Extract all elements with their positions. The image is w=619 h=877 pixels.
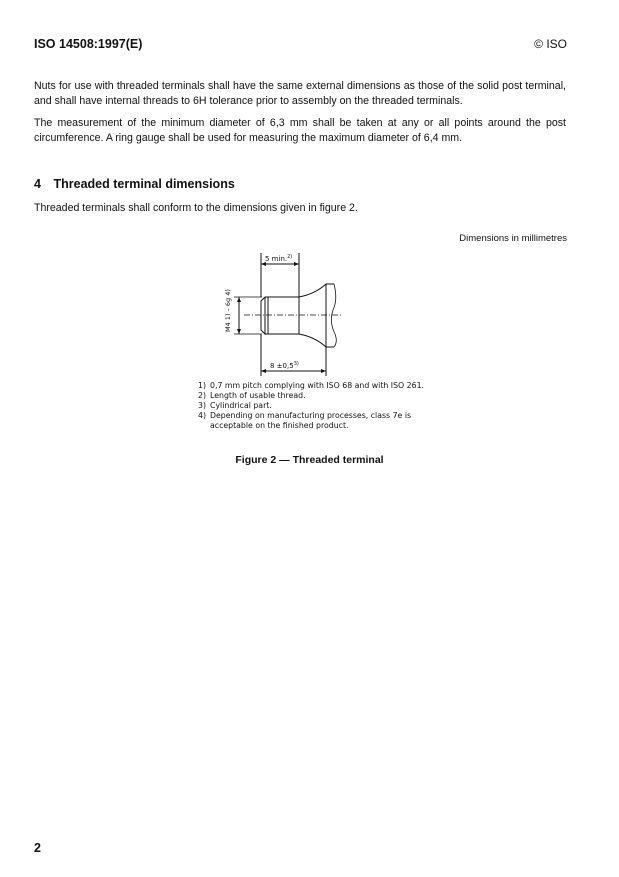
- figure-note-key: 4): [198, 411, 207, 420]
- figure-label-bottom: 8 ±0,5: [270, 362, 294, 370]
- figure-note-text: acceptable on the finished product.: [210, 421, 349, 430]
- figure-note: [198, 391, 424, 401]
- figure-label-bottom-sup: 3): [293, 361, 299, 367]
- figure-note: [198, 411, 424, 421]
- section-heading: [34, 177, 235, 191]
- figure-label-top-sup: 2): [287, 254, 293, 260]
- figure-note-key: 1): [198, 381, 207, 390]
- figure-note: [198, 381, 424, 391]
- paragraph-nuts: Nuts for use with threaded terminals shall have the same external dimensions as those of the solid post terminal, and shall have internal threads to 6H tolerance prior to assembly on the threaded terminals.: [34, 80, 566, 107]
- figure-label-top: 5 min.: [265, 255, 288, 263]
- svg-text:8 ±0,53): [270, 361, 299, 370]
- section-number: 4: [34, 177, 41, 191]
- figure-note: [198, 401, 424, 411]
- figure-note-key: [198, 421, 210, 431]
- svg-text:5 min.2): [265, 254, 292, 263]
- document-header-copyright: © ISO: [534, 37, 567, 51]
- figure-notes: [198, 381, 424, 431]
- figure-note-key: 3): [198, 401, 207, 410]
- paragraph-measurement: The measurement of the minimum diameter of 6,3 mm shall be taken at any or all points around the post circumference. A ring gauge shall be used for measuring the maximum diameter of 6,4 mm.: [34, 117, 566, 144]
- figure-note-text: Depending on manufacturing processes, class 7e is: [210, 411, 412, 420]
- dimensions-note: Dimensions in millimetres: [459, 233, 567, 244]
- paragraph-conform: Threaded terminals shall conform to the dimensions given in figure 2.: [34, 202, 358, 214]
- figure-caption: Figure 2 — Threaded terminal: [235, 454, 384, 466]
- threaded-terminal-drawing: [210, 250, 370, 378]
- figure-note: [198, 421, 424, 431]
- figure-note-key: 2): [198, 391, 207, 400]
- figure-label-side: M4 1) – 6g 4): [224, 289, 232, 332]
- figure-note-text: Cylindrical part.: [210, 401, 272, 410]
- figure-note-text: Length of usable thread.: [210, 391, 306, 400]
- figure-note-text: 0,7 mm pitch complying with ISO 68 and with ISO 261.: [210, 381, 425, 390]
- document-header-standard: ISO 14508:1997(E): [34, 37, 143, 51]
- section-title: Threaded terminal dimensions: [53, 177, 235, 191]
- page-number: 2: [34, 841, 41, 855]
